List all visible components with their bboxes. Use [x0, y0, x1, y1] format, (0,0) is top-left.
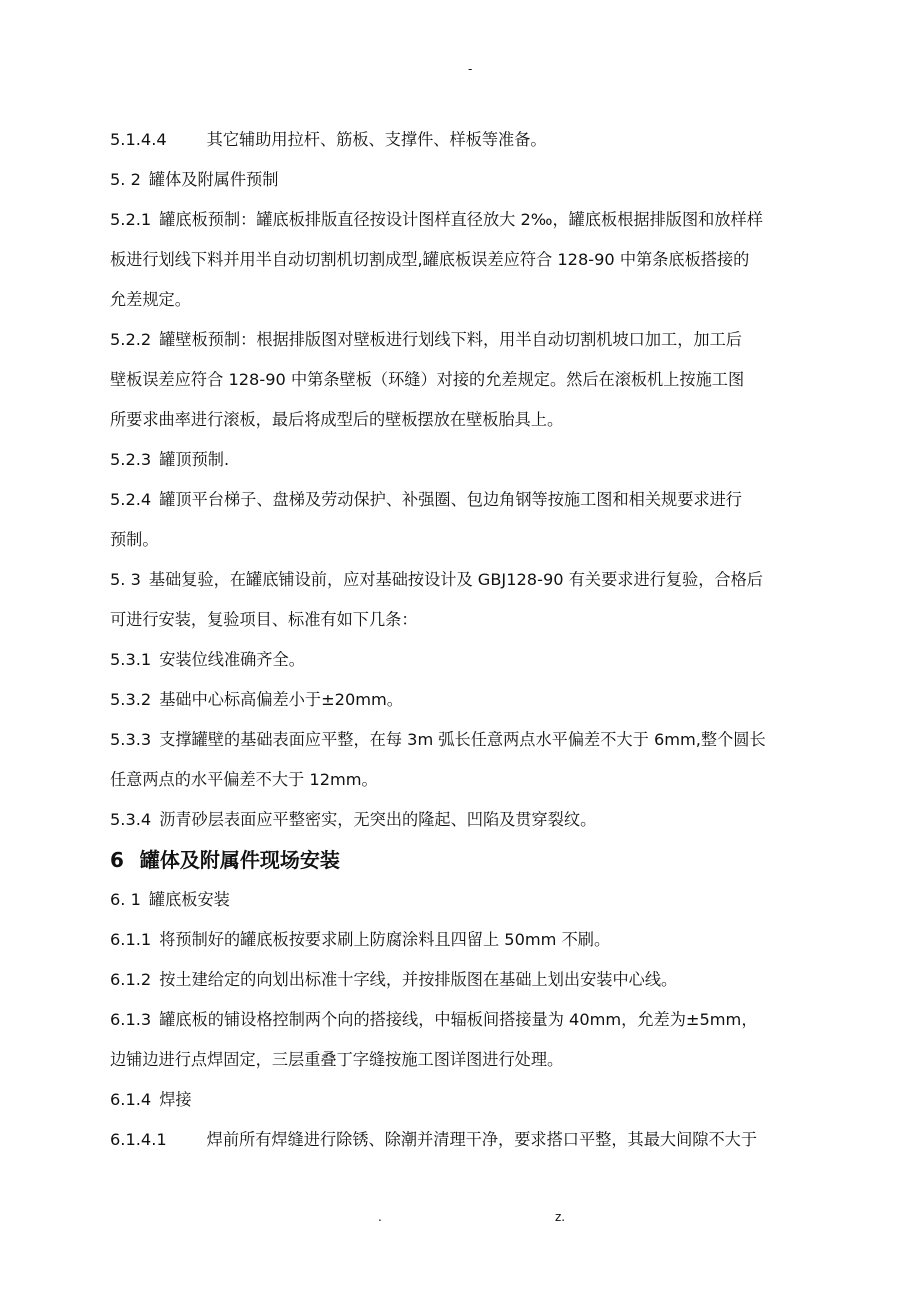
- section-number: 5.2.4: [110, 490, 152, 509]
- paragraph-text: 将预制好的罐底板按要求刷上防腐涂料且四留上 50mm 不刷。: [159, 930, 611, 949]
- section-number: 5.2.1: [110, 210, 152, 229]
- paragraph-6-1-4: [110, 1080, 840, 1120]
- paragraph-text: 罐底板的铺设格控制两个向的搭接线，中辐板间搭接量为 40mm，允差为±5mm，: [159, 1010, 758, 1029]
- paragraph-text: 基础中心标高偏差小于±20mm。: [159, 690, 403, 709]
- paragraph-5-3-1: [110, 640, 840, 680]
- section-number: 5.3.1: [110, 650, 152, 669]
- paragraph-5-3-3-line-1: [110, 720, 840, 760]
- paragraph-5-3-3-line-2: 任意两点的水平偏差不大于 12mm。: [110, 770, 378, 789]
- chapter-title: 罐体及附属件现场安装: [139, 848, 340, 872]
- paragraph-text: 沥青砂层表面应平整密实，无突出的隆起、凹陷及贯穿裂纹。: [159, 810, 597, 829]
- footer-mark: z.: [555, 1210, 566, 1224]
- section-number: 5.3.4: [110, 810, 152, 829]
- paragraph-5-3-line-2: 可进行安装，复验项目、标准有如下几条：: [110, 610, 418, 629]
- paragraph-5-2-4-line-1: [110, 480, 840, 520]
- paragraph-text: 罐顶平台梯子、盘梯及劳动保护、补强圈、包边角钢等按施工图和相关规要求进行: [159, 490, 742, 509]
- section-number: 6.1.3: [110, 1010, 152, 1029]
- paragraph-5-2-1-line-2: 板进行划线下料并用半自动切割机切割成型,罐底板误差应符合 128-90 中第条底板搭接的: [110, 250, 750, 269]
- section-number: 6.1.1: [110, 930, 152, 949]
- chapter-number: 6: [110, 848, 124, 872]
- footer-dot: .: [378, 1210, 382, 1224]
- section-number: 5.3.2: [110, 690, 152, 709]
- heading-6-1: [110, 880, 840, 920]
- paragraph-text: 焊前所有焊缝进行除锈、除潮并清理干净，要求搭口平整，其最大间隙不大于: [206, 1130, 758, 1149]
- paragraph-5-2-1-line-1: [110, 200, 840, 240]
- paragraph-5-1-4-4: [110, 120, 840, 160]
- section-number: 5.1.4.4: [110, 130, 167, 149]
- paragraph-text: 罐底板预制：罐底板排版直径按设计图样直径放大 2‰，罐底板根据排版图和放样样: [159, 210, 763, 229]
- section-number: 5. 2: [110, 170, 141, 189]
- document-body: [110, 120, 840, 1160]
- paragraph-5-2-2-line-3: 所要求曲率进行滚板，最后将成型后的壁板摆放在壁板胎具上。: [110, 410, 564, 429]
- heading-5-2: [110, 160, 840, 200]
- paragraph-text: 焊接: [159, 1090, 192, 1109]
- section-number: 6.1.2: [110, 970, 152, 989]
- paragraph-6-1-3-line-1: [110, 1000, 840, 1040]
- paragraph-5-2-3: [110, 440, 840, 480]
- paragraph-5-3-4: [110, 800, 840, 840]
- section-number: 5. 3: [110, 570, 141, 589]
- paragraph-text: 安装位线准确齐全。: [159, 650, 305, 669]
- paragraph-6-1-4-1: [110, 1120, 840, 1160]
- paragraph-text: 其它辅助用拉杆、筋板、支撑件、样板等准备。: [206, 130, 547, 149]
- paragraph-6-1-3-line-2: 边铺边进行点焊固定，三层重叠丁字缝按施工图详图进行处理。: [110, 1050, 564, 1069]
- paragraph-5-2-1-line-3: 允差规定。: [110, 290, 191, 309]
- section-number: 6.1.4.1: [110, 1130, 167, 1149]
- paragraph-text: 罐顶预制.: [159, 450, 230, 469]
- paragraph-text: 支撑罐壁的基础表面应平整，在每 3m 弧长任意两点水平偏差不大于 6mm,整个圆长: [159, 730, 766, 749]
- paragraph-6-1-1: [110, 920, 840, 960]
- paragraph-text: 基础复验，在罐底铺设前，应对基础按设计及 GBJ128-90 有关要求进行复验，合格后: [148, 570, 763, 589]
- section-number: 5.3.3: [110, 730, 152, 749]
- section-number: 6. 1: [110, 890, 141, 909]
- heading-text: 罐体及附属件预制: [148, 170, 279, 189]
- section-number: 5.2.3: [110, 450, 152, 469]
- paragraph-5-3-line-1: [110, 560, 840, 600]
- paragraph-5-3-2: [110, 680, 840, 720]
- paragraph-5-2-2-line-2: 壁板误差应符合 128-90 中第条壁板（环缝）对接的允差规定。然后在滚板机上按施工图: [110, 370, 745, 389]
- section-number: 5.2.2: [110, 330, 152, 349]
- paragraph-text: 罐壁板预制：根据排版图对壁板进行划线下料，用半自动切割机坡口加工，加工后: [159, 330, 742, 349]
- paragraph-6-1-2: [110, 960, 840, 1000]
- header-mark: -: [468, 62, 473, 76]
- heading-text: 罐底板安装: [148, 890, 230, 909]
- paragraph-5-2-2-line-1: [110, 320, 840, 360]
- chapter-heading-6: [110, 840, 840, 880]
- paragraph-5-2-4-line-2: 预制。: [110, 530, 159, 549]
- paragraph-text: 按土建给定的向划出标准十字线，并按排版图在基础上划出安装中心线。: [159, 970, 678, 989]
- section-number: 6.1.4: [110, 1090, 152, 1109]
